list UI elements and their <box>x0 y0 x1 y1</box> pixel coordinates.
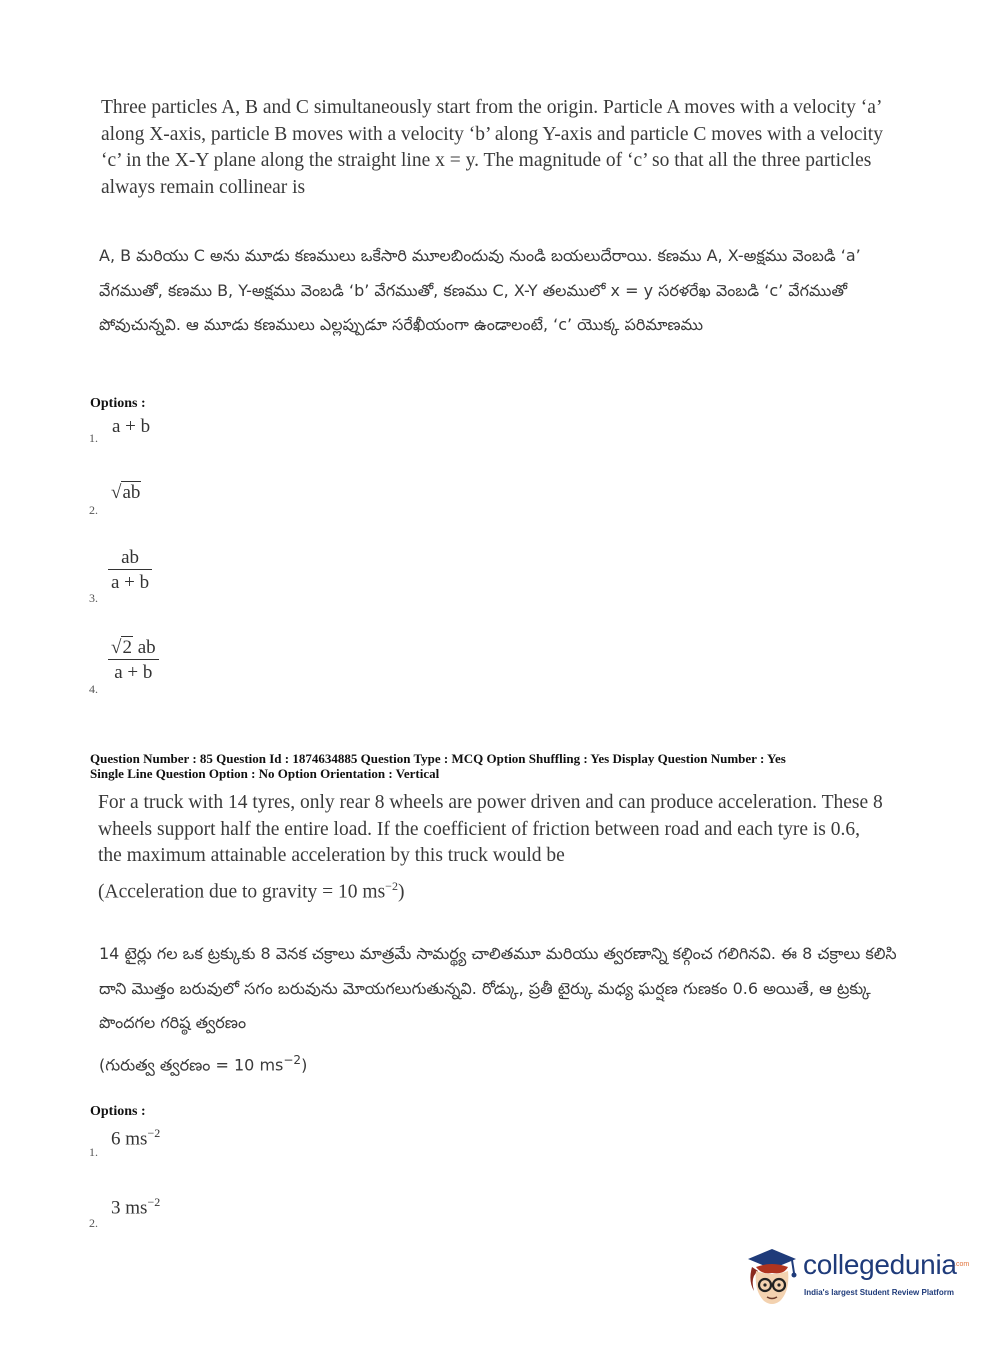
gravity-exponent: −2 <box>385 879 398 893</box>
gravity-text: (గురుత్వ త్వరణం = 10 ms <box>99 1055 284 1075</box>
radical-sign: √ <box>111 637 122 658</box>
radical-sign: √ <box>111 482 122 503</box>
q85-meta-line-1: Question Number : 85 Question Id : 1874634885 Question Type : MCQ Option Shuffling : Yes Display Question Number : Yes <box>90 751 786 766</box>
logo-wordmark: collegedunia <box>803 1249 957 1280</box>
option-fraction <box>108 547 152 594</box>
option-expression <box>111 1126 160 1150</box>
radicand: 2 <box>122 637 132 658</box>
option-exponent: −2 <box>147 1126 161 1140</box>
collegedunia-logo[interactable] <box>742 1245 972 1315</box>
option-number: 1. <box>89 1145 98 1159</box>
option-value: 6 ms <box>111 1128 148 1150</box>
q85-meta-line-2: Single Line Question Option : No Option Orientation : Vertical <box>90 766 440 781</box>
fraction-denominator: a + b <box>108 659 159 684</box>
gravity-text: (Acceleration due to gravity = 10 ms <box>98 881 386 903</box>
option-expression: a + b <box>112 416 151 437</box>
q84-telugu-text: A, B మరియు C అను మూడు కణములు ఒకేసారి మూలబిందువు నుండి బయలుదేరాయి. కణము A, X-అక్షము వెంబడి ‘a’ వేగముతో, కణము B, Y-అక్షము వెంబడి ‘b’ వేగముతో, కణము C, X-Y తలములో x = y సరళరేఖ వెంబడి ‘c’ వేగముతో పోవుచున్నవి. ఆ మూడు కణములు ఎల్లప్పుడూ సరేఖీయంగా ఉండాలంటే, ‘c’ యొక్క పరిమాణము <box>99 246 861 334</box>
option-expression <box>111 1195 160 1219</box>
option-value: 3 ms <box>111 1197 148 1219</box>
fraction-numerator: ab <box>121 547 140 568</box>
q85-options-label: Options : <box>90 1104 146 1119</box>
q84-options-label: Options : <box>90 396 146 411</box>
q85-english-text: For a truck with 14 tyres, only rear 8 wheels are power driven and can produce acceleration. These 8 wheels support half the entire load. If the coefficient of friction between road and each tyre is 0.6, the maximum attainable acceleration by this truck would be <box>98 792 883 866</box>
q85-english-gravity <box>98 873 888 906</box>
numerator-rest: ab <box>132 637 156 658</box>
option-number: 2. <box>89 1216 98 1230</box>
option-number: 2. <box>89 503 98 517</box>
gravity-close: ) <box>397 881 405 903</box>
logo-tagline: India's largest Student Review Platform <box>804 1288 954 1297</box>
option-expression <box>111 482 141 504</box>
fraction-numerator <box>108 637 159 659</box>
option-fraction <box>108 637 159 684</box>
fraction-denominator: a + b <box>108 569 152 594</box>
option-number: 1. <box>89 431 98 445</box>
option-number: 4. <box>89 682 98 696</box>
q85-telugu-gravity <box>99 1043 899 1083</box>
option-number: 3. <box>89 591 98 605</box>
option-exponent: −2 <box>147 1195 161 1209</box>
q84-english-text: Three particles A, B and C simultaneously start from the origin. Particle A moves with a velocity ‘a’ along X-axis, particle B moves with a velocity ‘b’ along Y-axis and particle C moves with a velocity ‘c’ in the X-Y plane along the straight line x = y. The magnitude of ‘c’ so that all the three particles always remain collinear is <box>101 97 883 198</box>
gravity-exponent: −2 <box>283 1053 302 1067</box>
q85-telugu-text: 14 టైర్లు గల ఒక ట్రక్కుకు 8 వెనక చక్రాలు మాత్రమే సామర్థ్య చాలితమూ మరియు త్వరణాన్ని కల్గించ గలిగినవి. ఈ 8 చక్రాలు కలిసి దాని మొత్తం బరువులో సగం బరువును మోయగలుగుతున్నవి. రోడ్కు, ప్రతీ టైర్కు మధ్య ఘర్షణ గుణకం 0.6 అయితే, ఆ ట్రక్కు పొందగల గరిష్ఠ త్వరణం <box>99 944 897 1032</box>
student-mascot-icon <box>742 1245 802 1311</box>
gravity-close: ) <box>301 1055 308 1075</box>
logo-domain-suffix: .com <box>954 1261 970 1268</box>
radicand: ab <box>122 482 141 503</box>
